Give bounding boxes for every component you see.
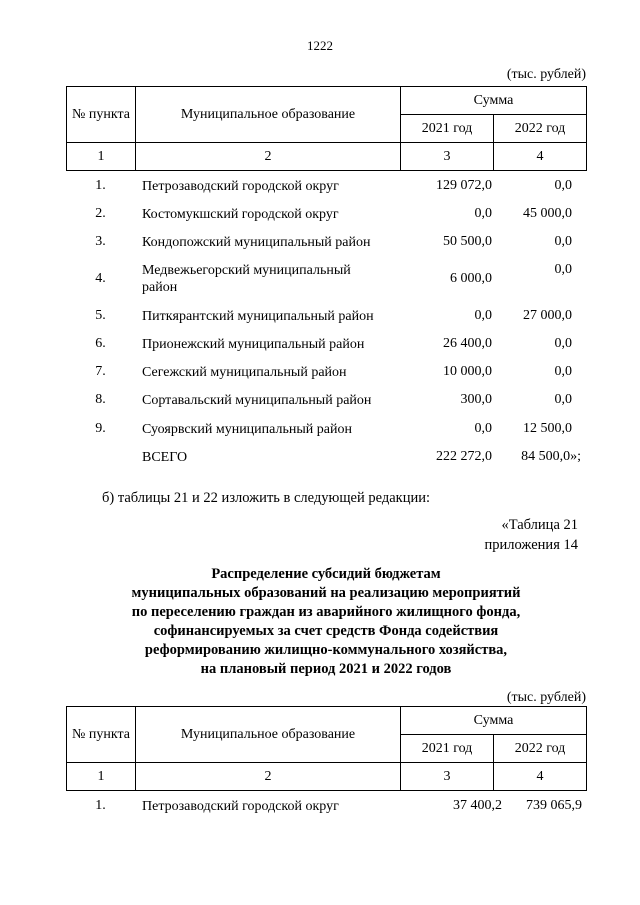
column-number: 2 xyxy=(136,143,401,171)
header-year-2022: 2022 год xyxy=(494,115,587,143)
header-num: № пункта xyxy=(67,707,136,763)
header-year-2022: 2022 год xyxy=(494,735,587,763)
row-value-2021: 300,0 xyxy=(460,392,492,407)
row-name: Медвежьегорский муниципальный район xyxy=(142,263,351,295)
row-name: Суоярвский муниципальный район xyxy=(142,422,352,437)
row-value-2021: 26 400,0 xyxy=(443,336,492,351)
amendment-paragraph: б) таблицы 21 и 22 изложить в следующей редакции: xyxy=(102,490,431,506)
total-label: ВСЕГО xyxy=(142,450,188,465)
row-value-2021: 50 500,0 xyxy=(443,234,492,249)
column-number: 1 xyxy=(67,143,136,171)
row-value-2022: 27 000,0 xyxy=(523,308,572,323)
row-value-2021: 0,0 xyxy=(474,421,492,436)
row-value-2021: 37 400,2 xyxy=(453,798,502,813)
row-value-2022: 0,0 xyxy=(554,364,572,379)
header-year-2021: 2021 год xyxy=(401,115,494,143)
row-value-2022: 0,0 xyxy=(554,178,572,193)
row-number: 1. xyxy=(95,798,106,813)
row-value-2022: 0,0 xyxy=(554,392,572,407)
header-name: Муниципальное образование xyxy=(136,707,401,763)
row-value-2021: 0,0 xyxy=(474,308,492,323)
row-value-2022: 0,0 xyxy=(554,262,572,277)
title-line: по переселению граждан из аварийного жилищного фонда, xyxy=(131,604,521,620)
title-line: реформированию жилищно-коммунального хозяйства, xyxy=(144,642,508,658)
row-number: 8. xyxy=(95,392,106,407)
row-number: 1. xyxy=(95,178,106,193)
header-sum: Сумма xyxy=(401,87,587,115)
row-value-2021: 6 000,0 xyxy=(450,271,492,286)
row-value-2022: 45 000,0 xyxy=(523,206,572,221)
header-num: № пункта xyxy=(67,87,136,143)
row-value-2021: 129 072,0 xyxy=(436,178,492,193)
unit-label: (тыс. рублей) xyxy=(506,690,586,705)
column-number: 3 xyxy=(401,763,494,791)
row-name: Петрозаводский городской округ xyxy=(142,799,339,814)
row-name: Прионежский муниципальный район xyxy=(142,337,365,352)
row-number: 9. xyxy=(95,421,106,436)
table-title xyxy=(66,565,586,679)
row-name: Питкярантский муниципальный район xyxy=(142,309,374,324)
table-reference xyxy=(485,515,578,555)
row-value-2022: 0,0 xyxy=(554,234,572,249)
header-name: Муниципальное образование xyxy=(136,87,401,143)
title-line: муниципальных образований на реализацию мероприятий xyxy=(131,585,521,601)
row-name: Костомукшский городской округ xyxy=(142,207,339,222)
title-line: на плановый период 2021 и 2022 годов xyxy=(200,661,452,677)
row-value-2022: 12 500,0 xyxy=(523,421,572,436)
column-number: 1 xyxy=(67,763,136,791)
page-number: 1222 xyxy=(307,38,333,53)
total-value-2022: 84 500,0»; xyxy=(521,449,581,464)
row-number: 5. xyxy=(95,308,106,323)
table-reference-line: приложения 14 xyxy=(484,537,578,553)
row-value-2022: 0,0 xyxy=(554,336,572,351)
row-number: 3. xyxy=(95,234,106,249)
column-number: 2 xyxy=(136,763,401,791)
row-number: 6. xyxy=(95,336,106,351)
row-value-2022: 739 065,9 xyxy=(526,798,582,813)
column-number: 4 xyxy=(494,763,587,791)
column-number: 4 xyxy=(494,143,587,171)
title-line: Распределение субсидий бюджетам xyxy=(211,566,441,582)
row-number: 2. xyxy=(95,206,106,221)
table-header xyxy=(66,706,587,791)
row-value-2021: 0,0 xyxy=(474,206,492,221)
row-number: 4. xyxy=(95,271,106,286)
row-name: Сортавальский муниципальный район xyxy=(142,393,372,408)
row-name: Сегежский муниципальный район xyxy=(142,365,347,380)
row-value-2021: 10 000,0 xyxy=(443,364,492,379)
row-name: Петрозаводский городской округ xyxy=(142,179,339,194)
table-header xyxy=(66,86,587,171)
header-sum: Сумма xyxy=(401,707,587,735)
row-number: 7. xyxy=(95,364,106,379)
row-name: Кондопожский муниципальный район xyxy=(142,235,371,250)
table-reference-line: «Таблица 21 xyxy=(501,517,578,533)
column-number: 3 xyxy=(401,143,494,171)
unit-label: (тыс. рублей) xyxy=(506,67,586,82)
total-value-2021: 222 272,0 xyxy=(436,449,492,464)
title-line: софинансируемых за счет средств Фонда содействия xyxy=(153,623,499,639)
header-year-2021: 2021 год xyxy=(401,735,494,763)
